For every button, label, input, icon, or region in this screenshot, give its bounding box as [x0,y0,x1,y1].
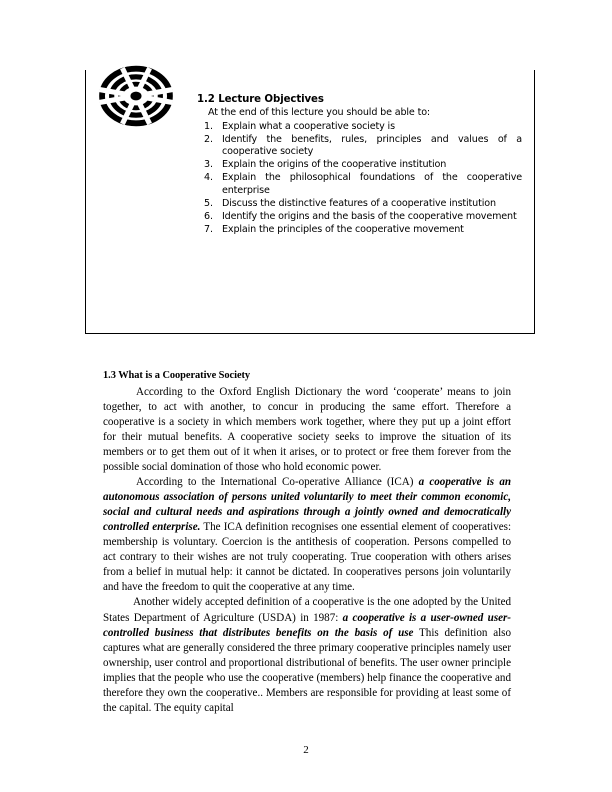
paragraph-rest-text: The ICA definition recognises one essential element of cooperatives: membership is voluntary. Coercion is the antithesis of cooperation. Persons compelled to act contrary to their wishes are not truly cooperating. True cooperation with others arises from a belief in mutual help: it cannot be dictated. In cooperatives persons join voluntarily and have the freedom to quit the cooperative at any time. [103,521,512,594]
paragraph-rest-text: This definition also captures what are generally considered the three primary cooperative principles namely user ownership, user control and proportional distributional of benefits. The user owner principle implies that the people who use the cooperative (members) help finance the cooperative and therefore they own the cooperative.. Members are responsible for providing at least some of the capital. The equity capital [103,626,511,714]
objectives-box-inner [86,70,534,333]
objectives-content [197,93,522,237]
list-item [197,172,522,197]
body-section [103,369,511,716]
list-item-label: Explain what a cooperative society is [222,120,395,132]
paragraph-definition-ica [103,475,511,595]
list-item-number: 6. [204,210,213,222]
usda-definition-emphasis: a cooperative is a user-owned user- controlled business that distributes benefits on the basis of use [103,611,511,639]
ica-definition-emphasis: a cooperative is an autonomous association of persons united voluntarily to meet their common economic, social and cultural needs and aspirations through a jointly owned and democratically controlled enterprise. [103,476,511,534]
objectives-subheading: At the end of this lecture you should be able to: [208,107,430,119]
lecture-objectives-box [85,70,535,334]
list-item-label: Identify the origins and the basis of the cooperative movement [222,210,517,222]
target-bullseye-icon [98,65,174,127]
page-number: 2 [303,744,309,756]
list-item-label: Identify the benefits, rules, principles and values of a cooperative society [222,133,522,158]
paragraph-definition-usda [103,595,511,715]
list-item-label: Explain the philosophical foundations of the cooperative enterprise [222,172,522,196]
objectives-list [197,121,522,237]
section-heading: 1.3 What is a Cooperative Society [103,370,251,381]
list-item-number: 5. [204,197,213,209]
list-item [197,211,522,224]
list-item-number: 1. [204,120,213,132]
list-item-label: Explain the origins of the cooperative institution [222,159,447,171]
list-item [197,159,522,172]
list-item [197,134,522,159]
list-item-number: 3. [204,159,213,171]
list-item [197,121,522,134]
list-item [197,224,522,237]
list-item-number: 4. [204,172,213,184]
list-item-number: 2. [204,133,213,145]
paragraph-lead-text: Another widely accepted definition of a cooperative is the one adopted by the United States Department of Agriculture (USDA) in 1987: [103,596,511,624]
list-item-label: Explain the principles of the cooperative movement [222,223,464,235]
objectives-heading: 1.2 Lecture Objectives [197,94,324,105]
list-item-number: 7. [204,223,213,235]
list-item-label: Discuss the distinctive features of a cooperative institution [222,197,496,209]
paragraph-lead-text: According to the International Co-operative Alliance (ICA) [136,476,419,489]
paragraph-text: According to the Oxford English Dictionary the word ‘cooperate’ means to join together, to act with another, to concur in producing the same effort. Therefore a cooperative is a society in which members work together, where they put up a joint effort for their mutual benefits. A cooperative society seeks to improve the situation of its members or to get them out of it when it arises, or to protect or free them forever from the possible social domination of those who hold economic power. [103,386,511,474]
list-item [197,198,522,211]
paragraph-definition-oxford [103,385,511,475]
